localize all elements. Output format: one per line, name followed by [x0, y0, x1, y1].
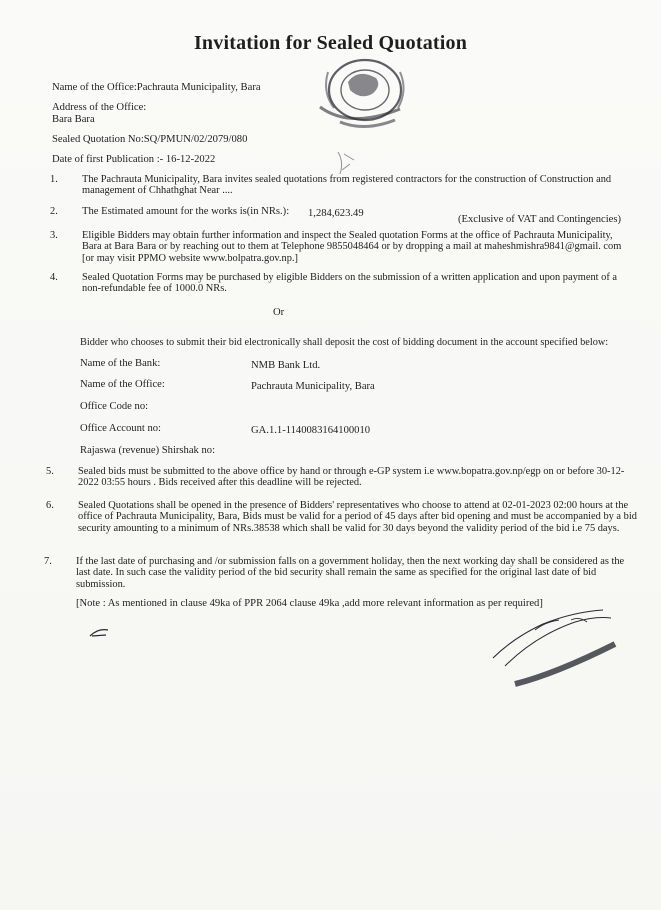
publication-date: Date of first Publication :- 16-12-2022 — [52, 154, 216, 165]
or-separator: Or — [273, 307, 285, 318]
ppr-note: [Note : As mentioned in clause 49ka of PPR 2064 clause 49ka ,add more relevant information as per required] — [76, 598, 543, 609]
clause-text: The Estimated amount for the works is(in NRs.): — [82, 206, 290, 217]
clause-text: Sealed Quotations shall be opened in the presence of Bidders' representatives who choose to attend at 02-01-2023 02:00 hours at the office of Pachrauta Municipality, Bara, Bids must be valid for a period of 45 days after bid opening and must be accompanied by a bid security amounting to a minimum of NRs.38538 which shall be valid for 30 days beyond the validity period of the bid i.e 75 days. — [78, 500, 637, 534]
clause-text: Eligible Bidders may obtain further information and inspect the Sealed quotation Forms at the office of Pachrauta Municipality, Bara at Bara Bara or by reaching out to them at Telephone 9855048464 or by dropping a mail at maheshmishra9841@gmail. com [or may visit PPMO website www.bolpatra.gov.np.] — [82, 230, 622, 264]
clause-number: 1. — [50, 174, 58, 185]
clause-number: 6. — [46, 500, 54, 511]
office-account-label: Office Account no: — [80, 423, 161, 434]
office-code-label: Office Code no: — [80, 401, 149, 412]
clause-text: Sealed bids must be submitted to the above office by hand or through e-GP system i.e www.bopatra.gov.np/egp on or before 30-12-2022 03:55 hours . Bids received after this deadline will be rejected. — [78, 466, 625, 489]
clause-number: 5. — [46, 466, 54, 477]
deposit-instruction: Bidder who chooses to submit their bid electronically shall deposit the cost of bidding document in the account specified below: — [80, 337, 609, 348]
estimated-amount: 1,284,623.49 — [308, 208, 364, 219]
office-name-value: Pachrauta Municipality, Bara — [251, 381, 375, 392]
rajaswa-label: Rajaswa (revenue) Shirshak no: — [80, 445, 216, 456]
clause-number: 4. — [50, 272, 58, 283]
office-account-value: GA.1.1-1140083164100010 — [251, 425, 371, 436]
clause-text: If the last date of purchasing and /or submission falls on a government holiday, then the next working day shall be considered as the last date. In such case the validity period of the bid security shall remain the same as specified for the original last date of bid submission. — [76, 556, 625, 590]
pen-mark-icon — [88, 624, 112, 640]
address-label: Address of the Office: — [52, 102, 147, 113]
address-value: Bara Bara — [52, 114, 95, 125]
office-name: Name of the Office:Pachrauta Municipality, Bara — [52, 82, 261, 93]
clause-number: 7. — [44, 556, 52, 567]
quotation-number: Sealed Quotation No:SQ/PMUN/02/2079/080 — [52, 134, 248, 145]
bank-name-label: Name of the Bank: — [80, 358, 161, 369]
clause-text: Sealed Quotation Forms may be purchased by eligible Bidders on the submission of a written application and upon payment of a non-refundable fee of 1000.0 NRs. — [82, 272, 618, 295]
signature-stamp-icon — [475, 600, 625, 690]
clause-number: 3. — [50, 230, 58, 241]
clause-number: 2. — [50, 206, 58, 217]
official-seal-icon — [300, 52, 430, 132]
amount-note: (Exclusive of VAT and Contingencies) — [458, 214, 622, 225]
bank-name-value: NMB Bank Ltd. — [251, 360, 321, 371]
clause-text: The Pachrauta Municipality, Bara invites sealed quotations from registered contractors for the construction of Construction and management of Chhathghat Near .... — [82, 174, 612, 197]
document-title: Invitation for Sealed Quotation — [193, 32, 468, 54]
office-name-label: Name of the Office: — [80, 379, 165, 390]
